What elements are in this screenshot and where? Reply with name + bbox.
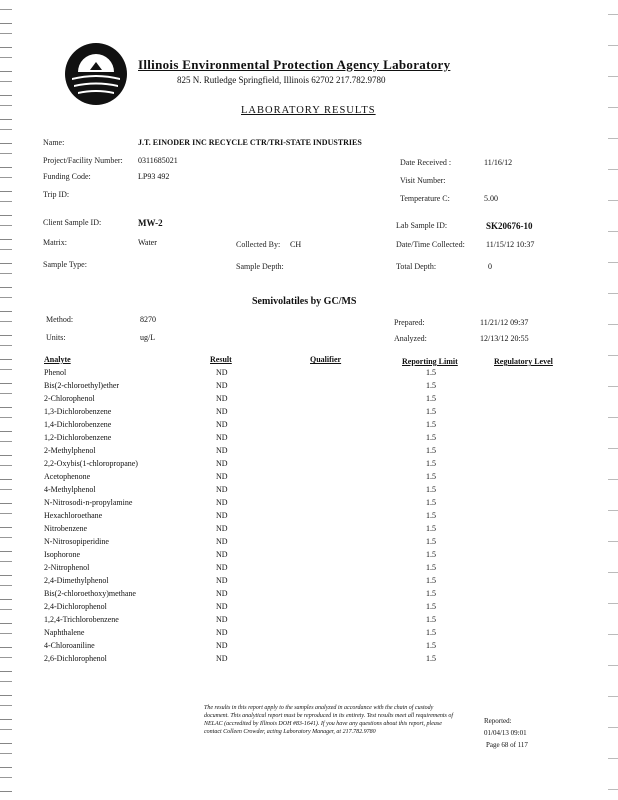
sample-depth-label: Sample Depth: xyxy=(236,262,284,271)
result: ND xyxy=(216,459,228,468)
trip-label: Trip ID: xyxy=(43,190,70,199)
reporting-limit: 1.5 xyxy=(426,602,436,611)
reporting-limit: 1.5 xyxy=(426,589,436,598)
reporting-limit: 1.5 xyxy=(426,368,436,377)
analyte: Bis(2-chloroethyl)ether xyxy=(44,381,120,390)
result: ND xyxy=(216,472,228,481)
result: ND xyxy=(216,394,228,403)
matrix-value: Water xyxy=(138,238,157,247)
col-analyte: Analyte xyxy=(44,355,71,364)
reporting-limit: 1.5 xyxy=(426,641,436,650)
table-row xyxy=(44,381,444,394)
client-sample-value: MW-2 xyxy=(138,218,163,228)
reporting-limit: 1.5 xyxy=(426,537,436,546)
analyte: 1,2,4-Trichlorobenzene xyxy=(44,615,119,624)
table-row xyxy=(44,628,444,641)
analyte: 2-Nitrophenol xyxy=(44,563,90,572)
reporting-limit: 1.5 xyxy=(426,498,436,507)
reporting-limit: 1.5 xyxy=(426,563,436,572)
analyte: Isophorone xyxy=(44,550,80,559)
reporting-limit: 1.5 xyxy=(426,524,436,533)
result: ND xyxy=(216,641,228,650)
total-depth-value: 0 xyxy=(488,262,492,271)
client-sample-label: Client Sample ID: xyxy=(43,218,102,227)
table-row xyxy=(44,446,444,459)
result: ND xyxy=(216,498,228,507)
table-row xyxy=(44,576,444,589)
analyte: 2,4-Dimethylphenol xyxy=(44,576,109,585)
table-row xyxy=(44,485,444,498)
reporting-limit: 1.5 xyxy=(426,381,436,390)
analyte: N-Nitrosopiperidine xyxy=(44,537,109,546)
table-row xyxy=(44,459,444,472)
reporting-limit: 1.5 xyxy=(426,420,436,429)
analyte: 2-Chlorophenol xyxy=(44,394,95,403)
funding-label: Funding Code: xyxy=(43,172,91,181)
prepared-value: 11/21/12 09:37 xyxy=(480,318,529,327)
analyte: Acetophenone xyxy=(44,472,91,481)
table-row xyxy=(44,602,444,615)
table-row xyxy=(44,654,444,667)
result: ND xyxy=(216,433,228,442)
funding-value: LP93 492 xyxy=(138,172,170,181)
analyzed-value: 12/13/12 20:55 xyxy=(480,334,529,343)
table-row xyxy=(44,498,444,511)
datetime-collected-value: 11/15/12 10:37 xyxy=(486,240,535,249)
reporting-limit: 1.5 xyxy=(426,459,436,468)
reporting-limit: 1.5 xyxy=(426,407,436,416)
table-row xyxy=(44,420,444,433)
result: ND xyxy=(216,654,228,663)
datetime-collected-label: Date/Time Collected: xyxy=(396,240,465,249)
table-row xyxy=(44,472,444,485)
result: ND xyxy=(216,563,228,572)
scan-edge-right xyxy=(608,0,618,800)
analyte: N-Nitrosodi-n-propylamine xyxy=(44,498,133,507)
table-row xyxy=(44,524,444,537)
result: ND xyxy=(216,381,228,390)
date-received-label: Date Received : xyxy=(400,158,452,167)
analyte: 2,2-Oxybis(1-chloropropane) xyxy=(44,459,138,468)
page-number: Page 68 of 117 xyxy=(486,741,528,749)
reporting-limit: 1.5 xyxy=(426,485,436,494)
method-value: 8270 xyxy=(140,315,156,324)
table-row xyxy=(44,368,444,381)
analyte: 2,4-Dichlorophenol xyxy=(44,602,107,611)
matrix-label: Matrix: xyxy=(43,238,67,247)
units-label: Units: xyxy=(46,333,66,342)
analyte: Bis(2-chloroethoxy)methane xyxy=(44,589,136,598)
table-row xyxy=(44,550,444,563)
result: ND xyxy=(216,628,228,637)
table-row xyxy=(44,511,444,524)
result: ND xyxy=(216,550,228,559)
prepared-label: Prepared: xyxy=(394,318,425,327)
total-depth-label: Total Depth: xyxy=(396,262,437,271)
visit-label: Visit Number: xyxy=(400,176,446,185)
analyte: 1,4-Dichlorobenzene xyxy=(44,420,112,429)
analyte: Phenol xyxy=(44,368,67,377)
reporting-limit: 1.5 xyxy=(426,394,436,403)
method-label: Method: xyxy=(46,315,74,324)
result: ND xyxy=(216,511,228,520)
collected-by-label: Collected By: xyxy=(236,240,281,249)
report-heading: LABORATORY RESULTS xyxy=(241,105,376,116)
agency-address: 825 N. Rutledge Springfield, Illinois 62702 217.782.9780 xyxy=(177,75,386,85)
reporting-limit: 1.5 xyxy=(426,511,436,520)
name-label: Name: xyxy=(43,138,65,147)
table-row xyxy=(44,407,444,420)
scan-edge-left xyxy=(0,0,12,800)
project-value: 0311685021 xyxy=(138,156,178,165)
section-title: Semivolatiles by GC/MS xyxy=(252,296,357,307)
iepa-logo-icon xyxy=(64,42,128,106)
analyte: Naphthalene xyxy=(44,628,85,637)
reporting-limit: 1.5 xyxy=(426,550,436,559)
analyte: 4-Methylphenol xyxy=(44,485,96,494)
reporting-limit: 1.5 xyxy=(426,654,436,663)
result: ND xyxy=(216,420,228,429)
table-row xyxy=(44,563,444,576)
table-row xyxy=(44,394,444,407)
units-value: ug/L xyxy=(140,333,156,342)
lab-sample-value: SK20676-10 xyxy=(486,221,533,231)
result: ND xyxy=(216,615,228,624)
analyte: 1,2-Dichlorobenzene xyxy=(44,433,112,442)
project-label: Project/Facility Number: xyxy=(43,156,123,165)
analyte: 1,3-Dichlorobenzene xyxy=(44,407,112,416)
col-reporting-limit: Reporting Limit xyxy=(402,357,458,366)
col-regulatory-level: Regulatory Level xyxy=(494,357,553,366)
sample-type-label: Sample Type: xyxy=(43,260,87,269)
temperature-label: Temperature C: xyxy=(400,194,450,203)
analyte: 2-Methylphenol xyxy=(44,446,96,455)
table-row xyxy=(44,537,444,550)
reporting-limit: 1.5 xyxy=(426,472,436,481)
col-result: Result xyxy=(210,355,232,364)
reported-value: 01/04/13 09:01 xyxy=(484,729,527,737)
result: ND xyxy=(216,537,228,546)
name-value: J.T. EINODER INC RECYCLE CTR/TRI-STATE INDUSTRIES xyxy=(138,138,362,147)
analyte: Hexachloroethane xyxy=(44,511,103,520)
table-row xyxy=(44,641,444,654)
lab-sample-label: Lab Sample ID: xyxy=(396,221,448,230)
temperature-value: 5.00 xyxy=(484,194,498,203)
analyte: 4-Chloroaniline xyxy=(44,641,95,650)
analyte: 2,6-Dichlorophenol xyxy=(44,654,107,663)
col-qualifier: Qualifier xyxy=(310,355,342,364)
footer-disclaimer: The results in this report apply to the samples analyzed in accordance with the chain of custody document. This analytical report must be reproduced in its entirety. Test results meet all requirements of NELAC (accredited by Illinois DOH #83-1641). If you have any questions about this report, please contact Colleen Crowder, acting Laboratory Manager, at 217.782.9780 xyxy=(204,705,454,735)
reporting-limit: 1.5 xyxy=(426,615,436,624)
table-row xyxy=(44,589,444,602)
reported-label: Reported: xyxy=(484,717,512,725)
result: ND xyxy=(216,368,228,377)
result: ND xyxy=(216,485,228,494)
reporting-limit: 1.5 xyxy=(426,628,436,637)
agency-title: Illinois Environmental Protection Agency Laboratory xyxy=(138,57,451,72)
result: ND xyxy=(216,576,228,585)
result: ND xyxy=(216,446,228,455)
result: ND xyxy=(216,524,228,533)
reporting-limit: 1.5 xyxy=(426,433,436,442)
reporting-limit: 1.5 xyxy=(426,576,436,585)
collected-by-value: CH xyxy=(290,240,302,249)
analyte: Nitrobenzene xyxy=(44,524,88,533)
reporting-limit: 1.5 xyxy=(426,446,436,455)
table-row xyxy=(44,433,444,446)
table-row xyxy=(44,615,444,628)
result: ND xyxy=(216,407,228,416)
analyzed-label: Analyzed: xyxy=(394,334,427,343)
result: ND xyxy=(216,602,228,611)
result: ND xyxy=(216,589,228,598)
date-received-value: 11/16/12 xyxy=(484,158,513,167)
